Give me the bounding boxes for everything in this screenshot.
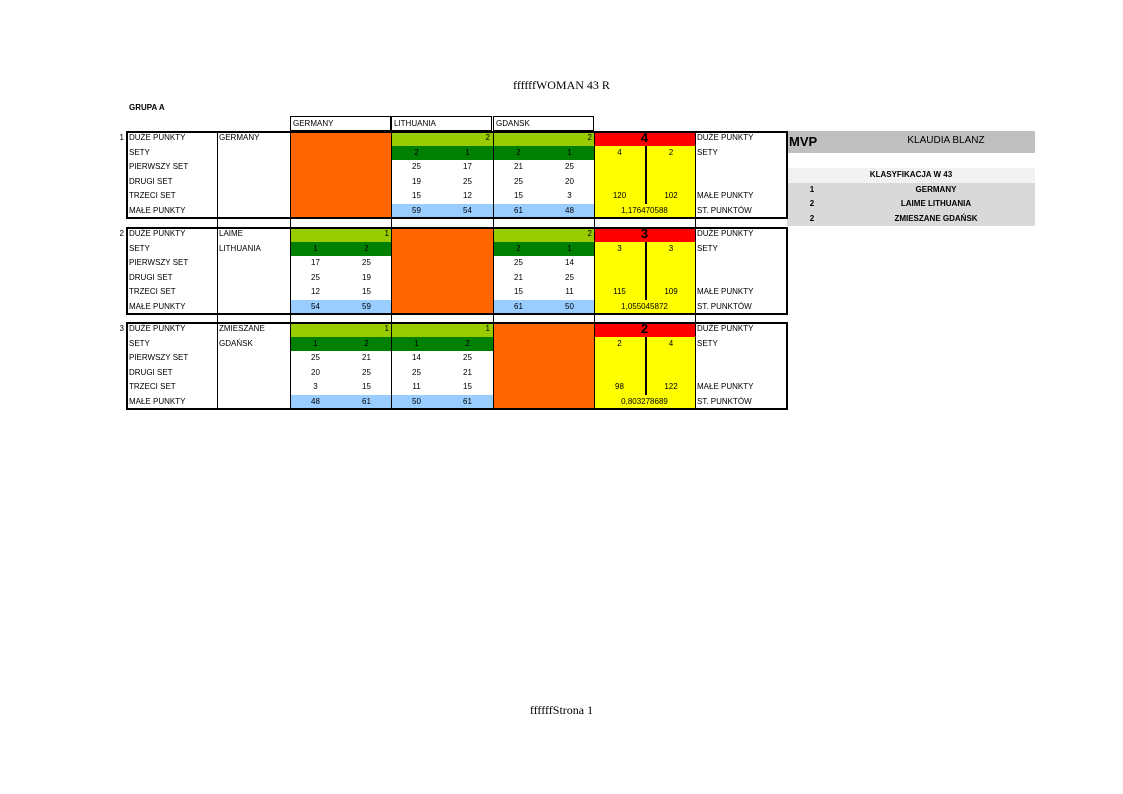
table-row (115, 271, 787, 286)
score-cell: 50 (544, 300, 595, 315)
ranking-pos: 2 (809, 213, 815, 223)
table-row (115, 116, 787, 131)
row-label: DUŻE PUNKTY (129, 324, 186, 333)
ranking-row (787, 183, 1035, 198)
points-ratio: 1,176470588 (594, 204, 695, 219)
score-cell: 14 (544, 256, 595, 271)
score-cell: 3 (290, 380, 341, 395)
score-cell: 14 (391, 351, 442, 366)
yellow-cell (645, 160, 695, 175)
row-label-right: MAŁE PUNKTY (697, 382, 754, 391)
score-cell: 19 (391, 175, 442, 190)
score-cell: 1 (544, 146, 595, 161)
table-row (115, 146, 787, 161)
score-cell: 21 (493, 271, 544, 286)
row-label-right: DUŻE PUNKTY (697, 229, 754, 238)
yellow-cell (645, 366, 695, 381)
yellow-cell (594, 271, 645, 286)
row-label: DRUGI SET (129, 176, 173, 186)
row-label: MAŁE PUNKTY (129, 396, 186, 406)
yellow-cell (594, 256, 645, 271)
score-cell: 25 (544, 160, 595, 175)
ranking-team: LAIME LITHUANIA (900, 199, 972, 208)
sets-won: 4 (594, 146, 645, 161)
table-row (115, 189, 787, 204)
ranking-pos: 1 (809, 184, 815, 194)
self-match-cell (493, 395, 595, 410)
score-cell: 59 (391, 204, 442, 219)
table-row (115, 242, 787, 257)
row-label: SETY (129, 243, 150, 253)
score-cell: 48 (290, 395, 341, 410)
grid-line (391, 131, 392, 409)
score-cell: 25 (544, 271, 595, 286)
table-row (115, 256, 787, 271)
page-header: ffffffWOMAN 43 R (513, 78, 610, 92)
table-row (115, 366, 787, 381)
team-number: 2 (119, 229, 124, 238)
column-header: GERMANY (290, 116, 391, 131)
score-cell: 17 (442, 160, 493, 175)
score-cell: 1 (391, 337, 442, 352)
sets-lost: 4 (645, 337, 695, 352)
row-label: DRUGI SET (129, 367, 173, 377)
ranking-table (787, 168, 1035, 226)
self-match-cell (391, 271, 493, 286)
team-name-line2 (217, 146, 290, 161)
self-match-cell (290, 146, 392, 161)
row-label-right: SETY (697, 338, 718, 348)
row-label: TRZECI SET (129, 382, 176, 391)
row-label-right: MAŁE PUNKTY (697, 191, 754, 200)
score-cell: 61 (493, 204, 544, 219)
ranking-team: GERMANY (915, 184, 957, 194)
small-points-lost: 122 (645, 380, 695, 395)
row-label-right: ST. PUNKTÓW (697, 301, 752, 311)
score-cell: 12 (442, 189, 493, 204)
score-cell: 25 (442, 351, 493, 366)
team-name: GERMANY (219, 133, 260, 142)
grid-line (493, 131, 494, 409)
score-cell: 1 (544, 242, 595, 257)
points-ratio: 0,803278689 (594, 395, 695, 410)
score-cell: 59 (341, 300, 392, 315)
self-match-cell (493, 351, 595, 366)
score-cell: 2 (442, 337, 493, 352)
score-cell: 50 (391, 395, 442, 410)
table-row (115, 227, 787, 242)
score-cell: 21 (442, 366, 493, 381)
team-number: 3 (119, 324, 124, 333)
row-label-right: ST. PUNKTÓW (697, 205, 752, 215)
yellow-cell (645, 256, 695, 271)
self-match-cell (290, 189, 392, 204)
row-label-right: SETY (697, 147, 718, 157)
row-label: SETY (129, 338, 150, 348)
score-cell: 25 (341, 366, 392, 381)
small-points-won: 120 (594, 189, 645, 204)
self-match-cell (290, 175, 392, 190)
team-name-line2: GDAŃSK (219, 338, 253, 348)
small-points-won: 98 (594, 380, 645, 395)
ranking-row (787, 197, 1035, 212)
page-footer: ffffffStrona 1 (529, 703, 594, 717)
mvp-label: MVP (789, 134, 818, 149)
ranking-pos: 2 (809, 199, 815, 208)
score-cell: 25 (493, 175, 544, 190)
score-cell: 21 (493, 160, 544, 175)
score-cell: 48 (544, 204, 595, 219)
row-label: PIERWSZY SET (129, 258, 189, 267)
team-name: LAIME (219, 229, 244, 238)
match-points: 1 (290, 322, 392, 337)
self-match-cell (493, 366, 595, 381)
score-cell: 11 (544, 285, 595, 300)
self-match-cell (493, 380, 595, 395)
column-header: LITHUANIA (391, 116, 492, 131)
row-label: PIERWSZY SET (129, 353, 189, 362)
score-cell: 25 (290, 271, 341, 286)
table-row (115, 337, 787, 352)
score-cell: 15 (442, 380, 493, 395)
row-label: MAŁE PUNKTY (129, 301, 186, 311)
row-label-right: DUŻE PUNKTY (697, 133, 754, 142)
match-points: 1 (391, 322, 493, 337)
small-points-lost: 102 (645, 189, 695, 204)
match-points: 2 (391, 131, 493, 146)
sets-won: 3 (594, 242, 645, 257)
score-cell: 25 (391, 366, 442, 381)
score-cell: 2 (341, 242, 392, 257)
self-match-cell (391, 300, 493, 315)
row-label: DRUGI SET (129, 272, 173, 282)
score-cell: 61 (493, 300, 544, 315)
row-label-right: ST. PUNKTÓW (697, 396, 752, 406)
score-cell: 1 (290, 337, 341, 352)
match-points: 1 (290, 227, 392, 242)
grid-line (594, 131, 595, 409)
small-points-won: 115 (594, 285, 645, 300)
score-cell: 15 (493, 189, 544, 204)
ranking-row (787, 212, 1035, 227)
table-row (115, 351, 787, 366)
self-match-cell (391, 256, 493, 271)
column-header: GDANSK (493, 116, 594, 131)
table-row (115, 300, 787, 315)
score-cell: 19 (341, 271, 392, 286)
score-cell: 11 (391, 380, 442, 395)
score-cell: 12 (290, 285, 341, 300)
table-row (115, 175, 787, 190)
score-cell: 15 (341, 285, 392, 300)
score-cell: 25 (290, 351, 341, 366)
row-label-right: SETY (697, 243, 718, 253)
ranking-title: KLASYFIKACJA W 43 (787, 168, 1035, 183)
total-points: 3 (594, 227, 695, 242)
score-cell: 54 (290, 300, 341, 315)
score-cell: 61 (341, 395, 392, 410)
row-label: DUŻE PUNKTY (129, 229, 186, 238)
row-label: TRZECI SET (129, 287, 176, 296)
self-match-cell (290, 131, 392, 146)
total-points: 2 (594, 322, 695, 337)
table-row (115, 395, 787, 410)
row-label: SETY (129, 147, 150, 157)
yellow-cell (594, 351, 645, 366)
grid-line (695, 131, 696, 409)
score-cell: 20 (544, 175, 595, 190)
table-row (115, 380, 787, 395)
score-cell: 1 (442, 146, 493, 161)
sets-lost: 2 (645, 146, 695, 161)
yellow-cell (594, 160, 645, 175)
sets-lost: 3 (645, 242, 695, 257)
yellow-cell (645, 351, 695, 366)
mvp-box (787, 131, 1035, 153)
row-label: PIERWSZY SET (129, 162, 189, 171)
score-cell: 15 (493, 285, 544, 300)
self-match-cell (391, 285, 493, 300)
score-cell: 54 (442, 204, 493, 219)
points-ratio: 1,055045872 (594, 300, 695, 315)
sets-won: 2 (594, 337, 645, 352)
score-cell: 15 (341, 380, 392, 395)
score-cell: 61 (442, 395, 493, 410)
row-label: TRZECI SET (129, 191, 176, 200)
row-label-right: DUŻE PUNKTY (697, 324, 754, 333)
table-row (115, 204, 787, 219)
yellow-cell (594, 175, 645, 190)
grid-line (290, 131, 291, 409)
score-cell: 2 (391, 146, 442, 161)
table-row (115, 131, 787, 146)
score-cell: 25 (493, 256, 544, 271)
row-label: MAŁE PUNKTY (129, 205, 186, 215)
score-cell: 21 (341, 351, 392, 366)
score-cell: 25 (442, 175, 493, 190)
grid-line (217, 131, 218, 409)
score-cell: 17 (290, 256, 341, 271)
self-match-cell (493, 322, 595, 337)
table-row (115, 322, 787, 337)
match-points: 2 (493, 227, 595, 242)
mvp-name: KLAUDIA BLANZ (907, 135, 985, 146)
yellow-cell (645, 271, 695, 286)
match-points: 2 (493, 131, 595, 146)
team-number: 1 (119, 133, 124, 142)
score-cell: 25 (391, 160, 442, 175)
score-cell: 3 (544, 189, 595, 204)
total-points: 4 (594, 131, 695, 146)
score-cell: 2 (341, 337, 392, 352)
self-match-cell (391, 227, 493, 242)
self-match-cell (391, 242, 493, 257)
row-label: DUŻE PUNKTY (129, 133, 186, 142)
team-name-line2: LITHUANIA (219, 243, 261, 253)
score-cell: 25 (341, 256, 392, 271)
self-match-cell (290, 204, 392, 219)
yellow-cell (645, 175, 695, 190)
table-row (115, 160, 787, 175)
score-cell: 15 (391, 189, 442, 204)
self-match-cell (290, 160, 392, 175)
score-cell: 1 (290, 242, 341, 257)
score-cell: 2 (493, 146, 544, 161)
team-name: ZMIESZANE (219, 324, 265, 333)
yellow-cell (594, 366, 645, 381)
ranking-team: ZMIESZANE GDAŃSK (894, 213, 978, 223)
small-points-lost: 109 (645, 285, 695, 300)
group-title: GRUPA A (129, 103, 165, 112)
self-match-cell (493, 337, 595, 352)
row-label-right: MAŁE PUNKTY (697, 287, 754, 296)
score-cell: 20 (290, 366, 341, 381)
table-row (115, 285, 787, 300)
score-cell: 2 (493, 242, 544, 257)
